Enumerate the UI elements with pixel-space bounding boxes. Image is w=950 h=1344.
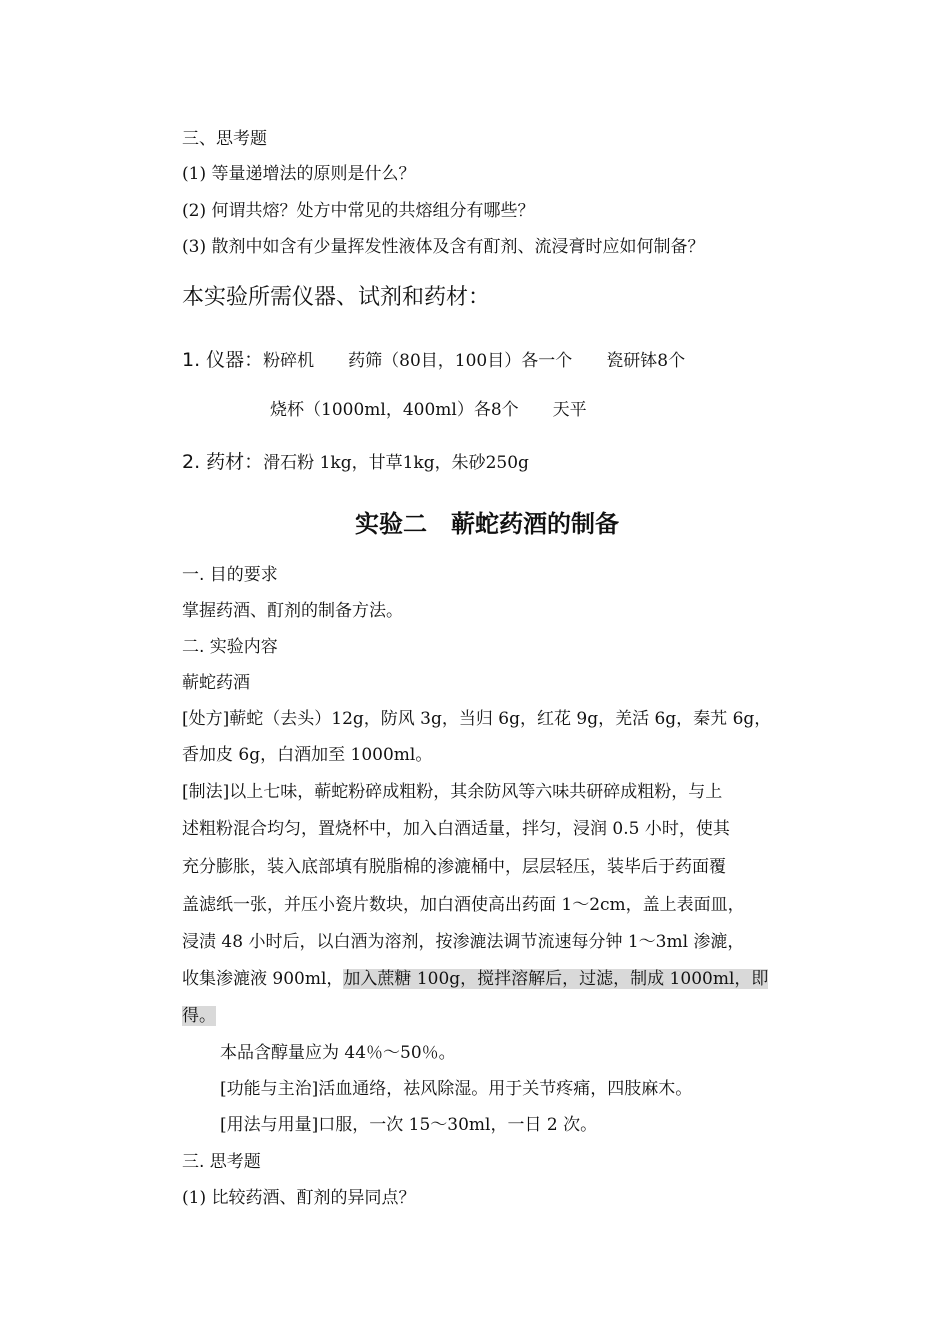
question-2: (2) 何谓共熔？处方中常见的共熔组分有哪些？	[182, 201, 535, 221]
experiment-title: 实验二 蕲蛇药酒的制备	[355, 510, 619, 538]
instruments-list-2: 烧杯（1000ml，400ml）各8个 天平	[270, 400, 587, 420]
highlighted-text-end: 得。	[182, 1006, 216, 1026]
method-line-1: [制法]以上七味，蕲蛇粉碎成粗粉，其余防风等六味共研碎成粗粉，与上	[182, 782, 723, 802]
herbs-label: 2. 药材：	[182, 451, 264, 473]
method-line-5: 浸渍 48 小时后，以白酒为溶剂，按渗漉法调节流速每分钟 1～3ml 渗漉，	[182, 932, 745, 952]
function-indication: [功能与主治]活血通络，祛风除湿。用于关节疼痛，四肢麻木。	[220, 1079, 693, 1099]
preparation-name: 蕲蛇药酒	[182, 673, 250, 693]
section-1-text: 掌握药酒、酊剂的制备方法。	[182, 601, 403, 621]
herbs-list: 滑石粉 1kg，甘草1kg，朱砂250g	[263, 453, 529, 473]
method-line-6	[182, 968, 768, 990]
alcohol-content: 本品含醇量应为 44％～50％。	[220, 1043, 456, 1063]
question-1: (1) 等量递增法的原则是什么？	[182, 164, 416, 184]
section-3-question-1: (1) 比较药酒、酊剂的异同点？	[182, 1188, 416, 1208]
method-line-7	[182, 1005, 216, 1027]
instruments-label: 1. 仪器：	[182, 349, 264, 371]
method-line-2: 述粗粉混合均匀，置烧杯中，加入白酒适量，拌匀，浸润 0.5 小时，使其	[182, 819, 730, 839]
method-line-4: 盖滤纸一张，并压小瓷片数块，加白酒使高出药面 1～2cm，盖上表面皿，	[182, 895, 745, 915]
recipe-line-1: [处方]蕲蛇（去头）12g，防风 3g，当归 6g，红花 9g，羌活 6g，秦艽 6g，	[182, 709, 772, 729]
method-line-6-start: 收集渗漉液 900ml，	[182, 969, 344, 989]
recipe-line-2: 香加皮 6g，白酒加至 1000ml。	[182, 745, 433, 765]
method-line-3: 充分膨胀，装入底部填有脱脂棉的渗漉桶中，层层轻压，装毕后于药面覆	[182, 857, 726, 877]
usage-dosage: [用法与用量]口服，一次 15～30ml，一日 2 次。	[220, 1115, 598, 1135]
instruments-list-1: 粉碎机 药筛（80目，100目）各一个 瓷研钵8个	[263, 351, 686, 371]
section-1-heading: 一. 目的要求	[182, 565, 278, 585]
materials-heading: 本实验所需仪器、试剂和药材：	[182, 285, 491, 310]
section-3-heading: 三. 思考题	[182, 1152, 261, 1172]
herbs-row	[182, 451, 529, 474]
section-2-heading: 二. 实验内容	[182, 637, 278, 657]
section-heading-questions: 三、思考题	[182, 129, 267, 149]
question-3: (3) 散剂中如含有少量挥发性液体及含有酊剂、流浸膏时应如何制备？	[182, 237, 705, 257]
highlighted-text: 加入蔗糖 100g，搅拌溶解后，过滤，制成 1000ml，即	[343, 969, 769, 989]
instruments-row-1	[182, 349, 685, 372]
